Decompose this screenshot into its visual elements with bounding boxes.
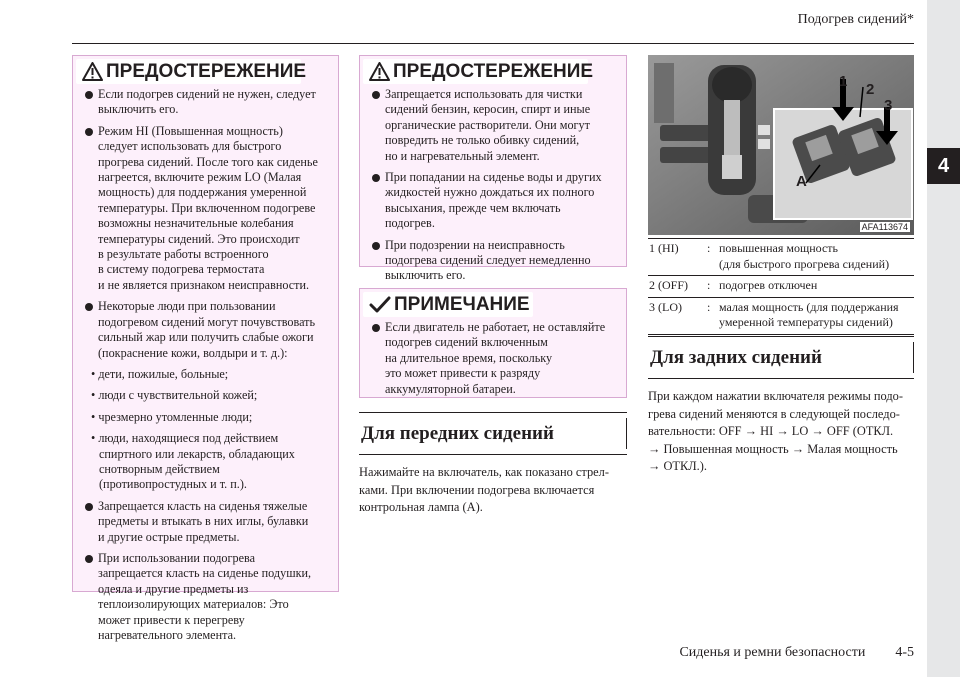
legend-row xyxy=(648,276,914,298)
text-line: жидкостей нужно дождаться их полного xyxy=(385,185,595,200)
bullet-item xyxy=(83,87,330,118)
text-line: • люди с чувствительной кожей; xyxy=(91,388,258,403)
text-line: умеренной температуры сидений) xyxy=(719,315,893,329)
text-line: малая мощность (для поддержания xyxy=(719,299,899,314)
page-footer xyxy=(679,645,914,661)
text-line: При каждом нажатии включателя режимы подо- xyxy=(648,389,903,403)
legend-row xyxy=(648,238,914,276)
legend-key: 3 (LO) xyxy=(649,299,682,314)
checkmark-icon xyxy=(369,296,391,314)
text-line: и не является признаком неисправности. xyxy=(98,277,310,292)
callout-2: 2 xyxy=(866,81,875,98)
note-header xyxy=(363,292,533,317)
text-line: температуры. При включенном подогреве xyxy=(98,200,316,215)
bullet-item xyxy=(83,299,330,361)
warning-triangle-icon xyxy=(82,62,103,81)
warning-body xyxy=(370,87,618,290)
bullet-item xyxy=(83,499,330,545)
front-paragraph xyxy=(359,464,627,517)
text-line: Запрещается использовать для чистки xyxy=(385,87,583,101)
text-line: • дети, пожилые, больные; xyxy=(91,366,229,381)
figure-legend xyxy=(648,238,914,335)
text-line: вательности: OFF → HI → LO → OFF (ОТКЛ. xyxy=(648,424,894,438)
legend-value xyxy=(719,278,914,294)
legend-key: 2 (OFF) xyxy=(649,278,689,292)
seat-heater-switch-figure xyxy=(648,55,914,235)
text-line: (покраснение кожи, волдыри и т. д.): xyxy=(98,345,288,360)
figure-id: AFA113674 xyxy=(861,222,908,232)
text-line: на длительное время, поскольку xyxy=(385,350,553,365)
text-line: температуры сидений. Это происходит xyxy=(98,231,300,246)
text-line: подогрева сидений следует немедленно xyxy=(385,253,591,268)
page-number: 4-5 xyxy=(895,645,914,660)
legend-colon: : xyxy=(707,278,711,292)
text-line: подогрев сидений включенным xyxy=(385,335,548,350)
text-line: снотворным действием xyxy=(99,461,220,476)
warning-box-2 xyxy=(359,55,627,283)
note-title: ПРИМЕЧАНИЕ xyxy=(394,293,530,315)
bullet-item xyxy=(370,320,618,397)
text-line: мощность) для поддержания умеренной xyxy=(98,185,307,200)
text-line: и другие острые предметы. xyxy=(98,529,240,544)
legend-value xyxy=(719,241,914,272)
text-line: ками. При включении подогрева включается xyxy=(359,482,595,497)
legend-row xyxy=(648,298,914,335)
text-line: (для быстрого прогрева сидений) xyxy=(719,256,890,271)
chapter-number: 4 xyxy=(927,148,960,184)
sub-item xyxy=(83,388,330,403)
text-line: Если подогрев сидений не нужен, следует xyxy=(98,87,316,101)
section-heading-rear xyxy=(648,336,914,379)
warning-title: ПРЕДОСТЕРЕЖЕНИЕ xyxy=(106,60,307,82)
callout-3: 3 xyxy=(884,97,893,114)
text-line: • чрезмерно утомленные люди; xyxy=(91,409,253,424)
text-line: может привести к перегреву xyxy=(98,612,245,627)
bullet-item xyxy=(370,238,618,284)
bullet-item xyxy=(83,124,330,293)
text-line: подогревом сидений могут почувствовать xyxy=(98,314,316,329)
text-line: Некоторые люди при пользовании xyxy=(98,299,276,314)
text-line: • люди, находящиеся под действием xyxy=(91,431,279,446)
text-line: повышенная мощность xyxy=(719,241,839,255)
text-line: Если двигатель не работает, не оставляйте xyxy=(385,320,606,334)
text-line: прогрева сидений. После того как сиденье xyxy=(98,154,318,169)
page-header-title: Подогрев сидений* xyxy=(797,12,914,27)
note-box xyxy=(359,288,627,398)
text-line: → ОТКЛ.). xyxy=(648,459,707,473)
text-line: При попадании на сиденье воды и других xyxy=(385,170,602,185)
sub-item xyxy=(83,367,330,382)
text-line: спиртного или лекарств, обладающих xyxy=(99,446,295,461)
section-title: Для задних сидений xyxy=(650,346,822,368)
callout-1: 1 xyxy=(839,73,848,90)
text-line: нагреется, включите режим LO (Малая xyxy=(98,170,302,185)
text-line: возможны незначительные колебания xyxy=(98,216,294,231)
sub-item xyxy=(83,410,330,425)
text-line: предметы и втыкать в них иглы, булавки xyxy=(98,514,309,529)
bullet-item xyxy=(370,87,618,164)
text-line: подогрев. xyxy=(385,216,435,231)
text-line: контрольная лампа (A). xyxy=(359,500,483,514)
text-line: Режим HI (Повышенная мощность) xyxy=(98,123,283,138)
bullet-item xyxy=(370,170,618,232)
footer-section-title: Сиденья и ремни безопасности xyxy=(679,645,866,660)
text-line: выключить его. xyxy=(385,268,466,283)
warning-triangle-icon xyxy=(369,62,390,81)
text-line: Нажимайте на включатель, как показано стрел- xyxy=(359,465,609,479)
warning-body xyxy=(83,87,330,649)
text-line: нагревательного элемента. xyxy=(98,628,237,642)
text-line: аккумуляторной батареи. xyxy=(385,381,516,396)
legend-colon: : xyxy=(707,299,711,314)
section-heading-front xyxy=(359,412,627,455)
callout-a: A xyxy=(796,173,807,190)
sub-item xyxy=(83,431,330,493)
chapter-side-tab xyxy=(927,0,960,677)
text-line: теплоизолирующих материалов: Это xyxy=(98,597,289,612)
text-line: в результате работы встроенного xyxy=(98,247,269,262)
legend-colon: : xyxy=(707,241,711,255)
warning-title: ПРЕДОСТЕРЕЖЕНИЕ xyxy=(393,60,594,82)
legend-key: 1 (HI) xyxy=(649,241,679,255)
text-line: в систему подогрева термостата xyxy=(98,262,265,277)
legend-value xyxy=(719,300,914,331)
text-line: При использовании подогрева xyxy=(98,550,256,565)
text-line: подогрев отключен xyxy=(719,278,818,292)
text-line: органические растворители. Они могут xyxy=(385,117,590,132)
rear-paragraph xyxy=(648,388,920,476)
text-line: высыхания, прежде чем включать xyxy=(385,200,561,215)
text-line: следует использовать для быстрого xyxy=(98,139,282,154)
text-line: но и нагревательный элемент. xyxy=(385,148,540,163)
bullet-item xyxy=(83,551,330,643)
text-line: повредить не только обивку сидений, xyxy=(385,133,580,148)
text-line: При подозрении на неисправность xyxy=(385,237,565,252)
warning-box-1 xyxy=(72,55,339,642)
warning-header xyxy=(363,59,594,84)
text-line: грева сидений меняются в следующей последо- xyxy=(648,406,900,421)
text-line: сильный жар или получить слабые ожоги xyxy=(98,330,314,345)
warning-header xyxy=(76,59,307,84)
section-title: Для передних сидений xyxy=(361,422,554,444)
text-line: запрещается класть на сиденье подушки, xyxy=(98,566,312,581)
text-line: одеяла и другие предметы из xyxy=(98,581,249,596)
text-line: это может привести к разряду xyxy=(385,366,541,381)
header-rule xyxy=(72,43,914,44)
note-body xyxy=(370,320,618,403)
text-line: сидений бензин, керосин, спирт и иные xyxy=(385,102,591,117)
text-line: → Повышенная мощность → Малая мощность xyxy=(648,441,898,456)
text-line: (противопростудных и т. п.). xyxy=(99,477,247,492)
text-line: Запрещается класть на сиденья тяжелые xyxy=(98,498,308,513)
text-line: выключить его. xyxy=(98,102,179,117)
